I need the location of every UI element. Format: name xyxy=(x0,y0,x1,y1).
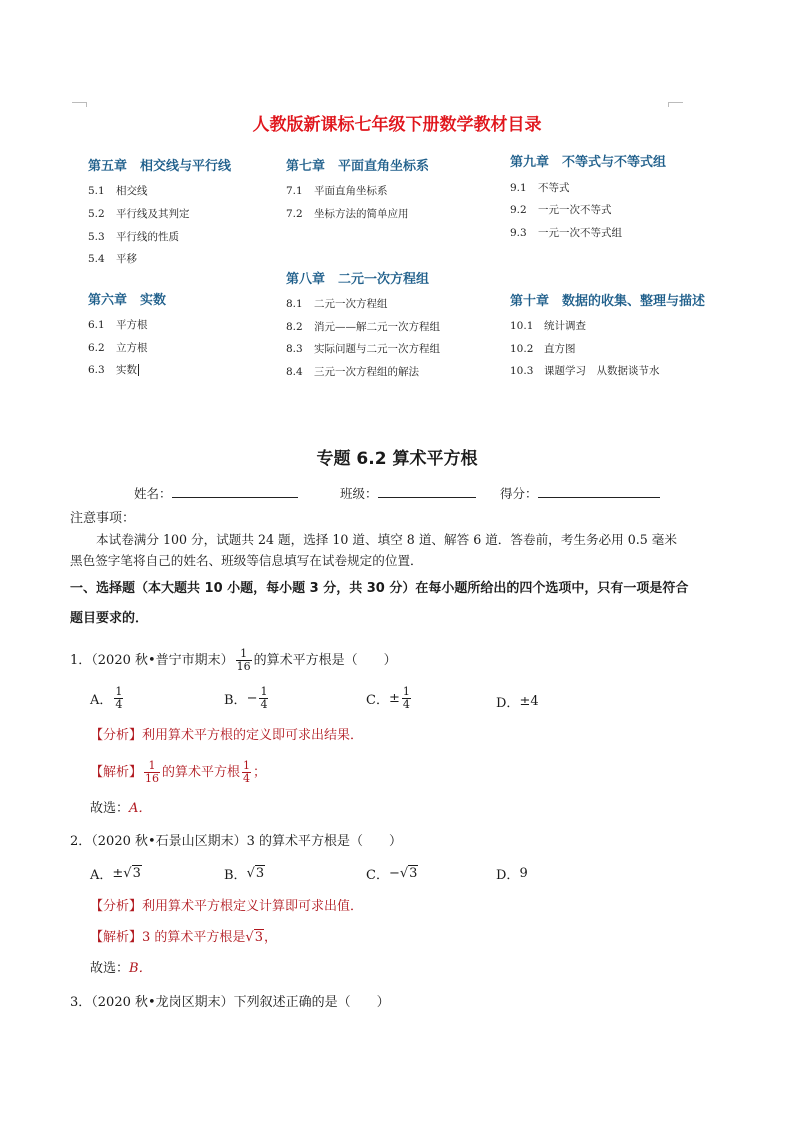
section-label: 实数 xyxy=(116,364,137,376)
option-text: ±4 xyxy=(519,694,539,709)
section-label: 课题学习 从数据谈节水 xyxy=(544,365,660,377)
question-2-stem: 2．（2020 秋•石景山区期末）3 的算术平方根是（ ） xyxy=(70,834,403,849)
name-label: 姓名： xyxy=(134,486,172,501)
notes-line-1: 本试卷满分 100 分，试题共 24 题，选择 10 道、填空 8 道、解答 6 道．答卷前，考生务必用 0.5 毫米 xyxy=(96,532,677,547)
section-number: 9.1 xyxy=(510,182,527,194)
sign: − xyxy=(246,691,258,706)
section-number: 9.2 xyxy=(510,204,527,216)
numerator: 1 xyxy=(402,685,410,698)
name-blank[interactable] xyxy=(172,485,298,498)
q2-solution xyxy=(90,928,277,948)
sign: ± xyxy=(112,866,124,881)
section-8-1 xyxy=(286,296,388,311)
option-label: D． xyxy=(496,868,520,883)
numerator: 1 xyxy=(115,685,123,698)
analysis-text: 利用算术平方根的定义即可求出结果． xyxy=(142,728,364,743)
chapter-9-title: 第九章 不等式与不等式组 xyxy=(510,155,667,170)
numerator: 1 xyxy=(148,759,156,772)
sign: − xyxy=(388,866,400,881)
section-8-3 xyxy=(286,341,440,356)
section-number: 5.4 xyxy=(88,253,105,265)
fraction xyxy=(259,686,268,711)
section-label: 平行线及其判定 xyxy=(116,208,190,220)
question-1-suffix: 的算术平方根是（ ） xyxy=(253,652,397,668)
q1-option-d[interactable] xyxy=(496,692,539,711)
analysis-text: 利用算术平方根定义计算即可求出值． xyxy=(142,899,364,914)
q2-answer xyxy=(90,959,152,979)
q1-option-a[interactable] xyxy=(90,686,125,711)
class-label: 班级： xyxy=(340,486,378,501)
denominator: 4 xyxy=(260,698,268,711)
section-7-2 xyxy=(286,206,409,221)
fraction xyxy=(236,648,252,673)
section-10-3 xyxy=(510,363,660,378)
q2-option-c[interactable] xyxy=(366,864,418,883)
solution-text: 的算术平方根 xyxy=(162,764,241,780)
sqrt-symbol: √3 xyxy=(245,930,263,945)
analysis-tag: 【分析】 xyxy=(90,899,143,914)
section-label: 直方图 xyxy=(544,343,576,355)
denominator: 16 xyxy=(236,660,251,673)
section-number: 6.1 xyxy=(88,319,105,331)
sqrt-symbol: √3 xyxy=(399,866,418,881)
section-label: 相交线 xyxy=(116,185,148,197)
toc-title: 人教版新课标七年级下册数学教材目录 xyxy=(252,115,542,135)
denominator: 4 xyxy=(115,698,123,711)
answer-prefix: 故选： xyxy=(90,961,130,976)
text-cursor xyxy=(138,364,139,376)
section-number: 8.3 xyxy=(286,343,303,355)
q1-analysis xyxy=(90,726,363,746)
q1-option-b[interactable] xyxy=(224,686,270,711)
score-field[interactable] xyxy=(500,484,660,502)
section-label: 立方根 xyxy=(116,342,148,354)
option-label: C． xyxy=(366,868,389,883)
q2-analysis xyxy=(90,897,363,917)
option-label: A． xyxy=(90,693,113,708)
page-corner-mark-left xyxy=(72,102,87,107)
chapter-6-title: 第六章 实数 xyxy=(88,293,167,308)
section-number: 5.3 xyxy=(88,231,105,243)
radicand: 3 xyxy=(254,930,263,945)
section-9-2 xyxy=(510,202,612,217)
denominator: 16 xyxy=(145,772,160,785)
numerator: 1 xyxy=(243,759,251,772)
section-number: 8.2 xyxy=(286,321,303,333)
denominator: 4 xyxy=(402,698,410,711)
section-number: 8.1 xyxy=(286,298,303,310)
section-label: 消元——解二元一次方程组 xyxy=(314,321,440,333)
q2-option-a[interactable] xyxy=(90,864,142,883)
solution-text: 3 的算术平方根是 xyxy=(142,930,246,945)
chapter-10-title: 第十章 数据的收集、整理与描述 xyxy=(510,294,706,309)
section-number: 10.2 xyxy=(510,343,534,355)
fraction xyxy=(402,686,411,711)
sqrt-symbol: √3 xyxy=(246,866,265,881)
section-5-1 xyxy=(88,183,148,198)
section-6-1 xyxy=(88,317,148,332)
section-number: 5.2 xyxy=(88,208,105,220)
section-label: 平移 xyxy=(116,253,137,265)
chapter-8-title: 第八章 二元一次方程组 xyxy=(286,272,430,287)
section-label: 平方根 xyxy=(116,319,148,331)
section-6-3 xyxy=(88,362,139,377)
page-corner-mark-right xyxy=(668,102,683,107)
section-label: 坐标方法的简单应用 xyxy=(314,208,409,220)
paper-title: 专题 6.2 算术平方根 xyxy=(316,449,478,469)
fraction xyxy=(242,760,251,785)
option-label: D． xyxy=(496,696,520,711)
section-label: 一元一次不等式组 xyxy=(538,227,622,239)
section-label: 统计调查 xyxy=(544,320,586,332)
section-5-2 xyxy=(88,206,190,221)
section-1-heading-line-2: 题目要求的． xyxy=(70,611,149,626)
numerator: 1 xyxy=(240,647,248,660)
option-label: C． xyxy=(366,693,389,708)
section-7-1 xyxy=(286,183,388,198)
section-1-heading-line-1: 一、选择题（本大题共 10 小题，每小题 3 分，共 30 分）在每小题所给出的四个选项中，只有一项是符合 xyxy=(70,581,689,596)
class-field[interactable] xyxy=(340,484,476,502)
section-label: 平行线的性质 xyxy=(116,231,179,243)
notes-title: 注意事项： xyxy=(70,511,136,526)
section-10-1 xyxy=(510,318,586,333)
chapter-7-title: 第七章 平面直角坐标系 xyxy=(286,159,430,174)
fraction xyxy=(114,686,123,711)
chapter-5-title: 第五章 相交线与平行线 xyxy=(88,159,232,174)
section-9-3 xyxy=(510,225,622,240)
q2-option-b[interactable] xyxy=(224,864,265,883)
section-label: 不等式 xyxy=(538,182,570,194)
solution-tag: 【解析】 xyxy=(90,764,143,780)
solution-end: ， xyxy=(264,930,278,945)
section-number: 10.1 xyxy=(510,320,534,332)
denominator: 4 xyxy=(243,772,251,785)
q2-option-d[interactable] xyxy=(496,864,528,883)
section-number: 6.3 xyxy=(88,364,105,376)
section-number: 7.1 xyxy=(286,185,303,197)
section-8-4 xyxy=(286,364,419,379)
section-label: 实际问题与二元一次方程组 xyxy=(314,343,440,355)
sign: ± xyxy=(388,691,400,706)
solution-end: ； xyxy=(253,764,267,780)
section-9-1 xyxy=(510,180,570,195)
fraction xyxy=(144,760,160,785)
radicand: 3 xyxy=(255,866,265,881)
q1-solution xyxy=(90,760,266,785)
section-8-2 xyxy=(286,319,440,334)
option-label: B． xyxy=(224,868,247,883)
question-3-stem: 3．（2020 秋•龙岗区期末）下列叙述正确的是（ ） xyxy=(70,995,390,1010)
notes-line-2: 黑色签字笔将自己的姓名、班级等信息填写在试卷规定的位置． xyxy=(70,553,423,568)
section-6-2 xyxy=(88,340,148,355)
section-number: 8.4 xyxy=(286,366,303,378)
section-number: 9.3 xyxy=(510,227,527,239)
answer-value: A． xyxy=(129,801,152,816)
radicand: 3 xyxy=(409,866,418,881)
section-5-3 xyxy=(88,229,179,244)
score-label: 得分： xyxy=(500,486,538,501)
section-label: 三元一次方程组的解法 xyxy=(314,366,419,378)
section-label: 二元一次方程组 xyxy=(314,298,388,310)
question-1-prefix: 1．（2020 秋•普宁市期末） xyxy=(70,652,234,668)
name-field[interactable] xyxy=(134,484,298,502)
q1-answer xyxy=(90,799,151,819)
section-number: 10.3 xyxy=(510,365,534,377)
solution-tag: 【解析】 xyxy=(90,930,143,945)
class-blank[interactable] xyxy=(378,485,476,498)
question-1-stem xyxy=(70,648,397,673)
section-10-2 xyxy=(510,341,576,356)
numerator: 1 xyxy=(260,685,268,698)
option-text: 9 xyxy=(519,866,528,881)
section-label: 一元一次不等式 xyxy=(538,204,612,216)
analysis-tag: 【分析】 xyxy=(90,728,143,743)
section-number: 6.2 xyxy=(88,342,105,354)
option-label: B． xyxy=(224,693,247,708)
score-blank[interactable] xyxy=(538,485,660,498)
section-number: 7.2 xyxy=(286,208,303,220)
answer-value: B． xyxy=(129,961,152,976)
section-label: 平面直角坐标系 xyxy=(314,185,388,197)
q1-option-c[interactable] xyxy=(366,686,413,711)
sqrt-symbol: √3 xyxy=(123,866,141,881)
answer-prefix: 故选： xyxy=(90,801,130,816)
section-5-4 xyxy=(88,251,137,266)
section-number: 5.1 xyxy=(88,185,105,197)
option-label: A． xyxy=(90,868,113,883)
radicand: 3 xyxy=(132,866,141,881)
